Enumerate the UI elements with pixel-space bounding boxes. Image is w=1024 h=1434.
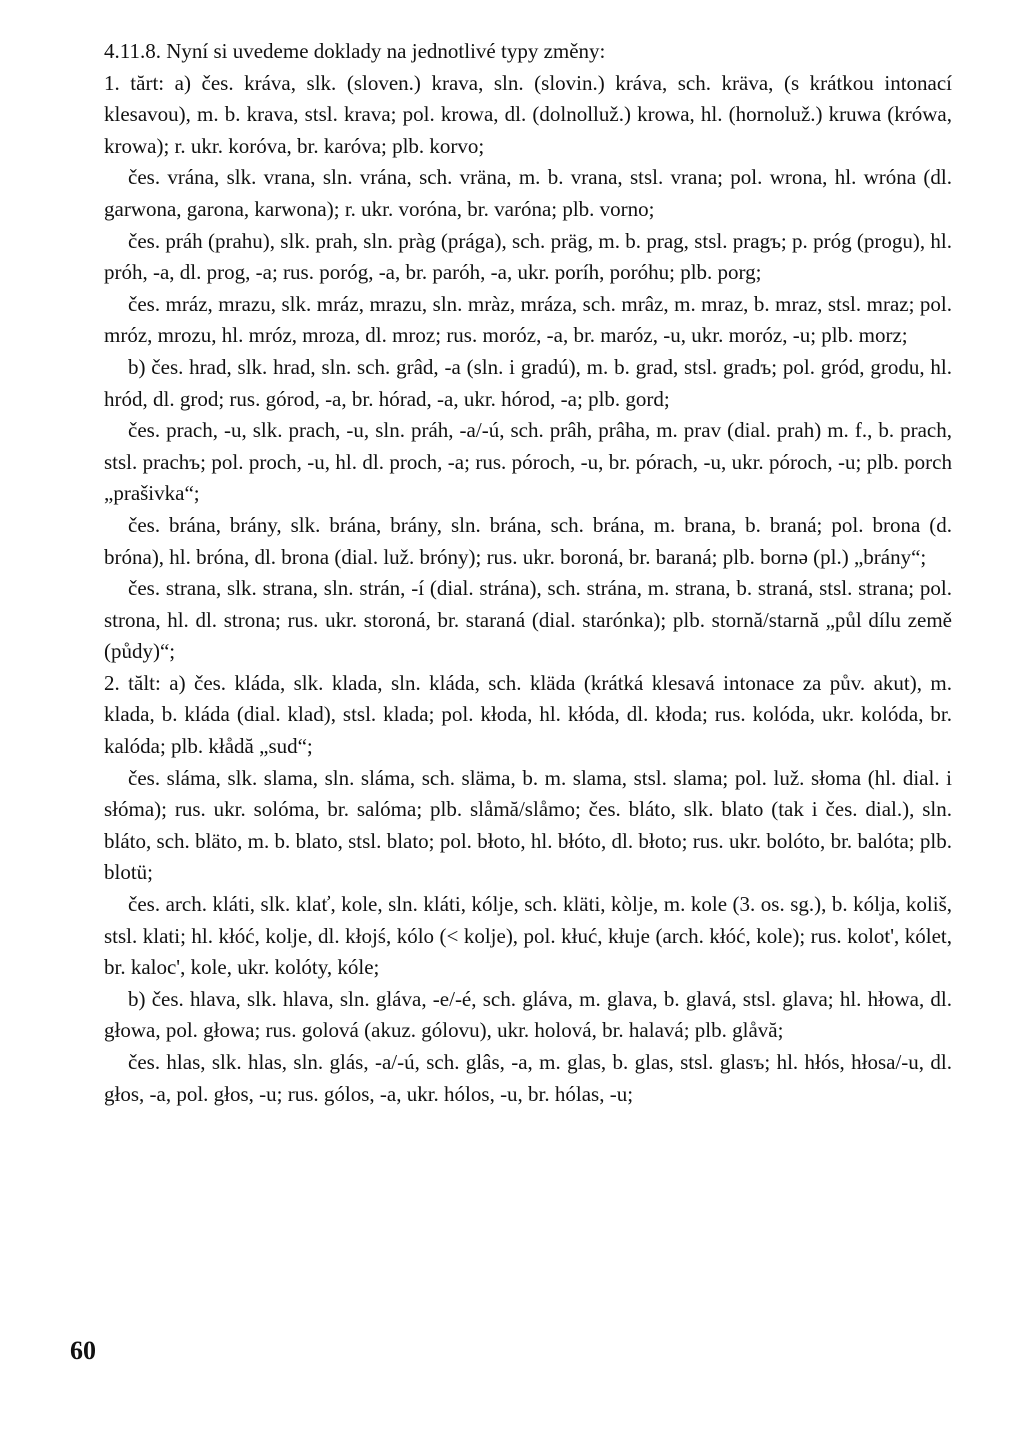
paragraph: čes. prach, -u, slk. prach, -u, sln. práh, -a/-ú, sch. prâh, prâha, m. prav (dial. prah) m. f., b. prach, stsl. prachъ; pol. proch, -u, hl. dl. proch, -a; rus. póroch, -u, br. pórach, -u, ukr. póroch, -u; plb. porch „prašivka“; <box>104 418 952 506</box>
paragraph: čes. hlas, slk. hlas, sln. glás, -a/-ú, sch. glâs, -a, m. glas, b. glas, stsl. glasъ; hl. hłós, hłosa/-u, dl. głos, -a, pol. głos, -u; rus. gólos, -a, ukr. hólos, -u, br. hólas, -u; <box>104 1050 952 1106</box>
body-text <box>104 36 952 1110</box>
paragraph: b) čes. hlava, slk. hlava, sln. gláva, -e/-é, sch. gláva, m. glava, b. glavá, stsl. glava; hl. hłowa, dl. głowa, pol. głowa; rus. golová (akuz. gólovu), ukr. holová, br. halavá; plb. glåvă; <box>104 986 952 1043</box>
page-number: 60 <box>70 1336 96 1365</box>
paragraph: čes. arch. kláti, slk. klať, kole, sln. kláti, kólje, sch. kläti, kòlje, m. kole (3. os. sg.), b. kólja, koliš, stsl. klati; hl. kłóć, kolje, dl. kłojś, kólo (< kolje), pol. kłuć, kłuje (arch. kłóć, kole); rus. kolot', kólet, br. kaloc', kole, ukr. kolóty, kóle; <box>104 892 952 980</box>
paragraph: b) čes. hrad, slk. hrad, sln. sch. grâd, -a (sln. i gradú), m. b. grad, stsl. gradъ; pol. gród, grodu, hl. hród, dl. grod; rus. górod, -a, br. hórad, -a, ukr. hórod, -a; plb. gord; <box>104 354 952 411</box>
paragraph: čes. strana, slk. strana, sln. strán, -í (dial. strána), sch. strána, m. strana, b. straná, stsl. strana; pol. strona, hl. dl. strona; rus. ukr. storoná, br. staraná (dial. starónka); plb. stornă/starnă „půl dílu země (půdy)“; <box>104 576 952 664</box>
paragraph: čes. vrána, slk. vrana, sln. vrána, sch. vräna, m. b. vrana, stsl. vrana; pol. wrona, hl. wróna (dl. garwona, garona, karwona); r. ukr. voróna, br. varóna; plb. vorno; <box>104 165 952 221</box>
paragraph: čes. mráz, mrazu, slk. mráz, mrazu, sln. mràz, mráza, sch. mrâz, m. mraz, b. mraz, stsl. mraz; pol. mróz, mrozu, hl. mróz, mroza, dl. mroz; rus. moróz, -a, br. maróz, -u, ukr. moróz, -u; plb. morz; <box>104 291 952 348</box>
paragraph: čes. brána, brány, slk. brána, brány, sln. brána, sch. brána, m. brana, b. braná; pol. brona (d. bróna), hl. bróna, dl. brona (dial. luž. bróny); rus. ukr. boroná, br. baraná; plb. bornə (pl.) „brány“; <box>104 512 952 569</box>
paragraph: 1. tărt: a) čes. kráva, slk. (sloven.) krava, sln. (slovin.) kráva, sch. kräva, (s krátkou intonací klesavou), m. b. krava, stsl. krava; pol. krowa, dl. (dolnolluž.) krowa, hl. (hornoluž.) kruwa (krówa, krowa); r. ukr. koróva, br. karóva; plb. korvo; <box>104 70 952 158</box>
paragraph: 2. tălt: a) čes. kláda, slk. klada, sln. kláda, sch. kläda (krátká klesavá intonace za pův. akut), m. klada, b. kláda (dial. klad), stsl. klada; pol. kłoda, hl. kłóda, dl. kłoda; rus. kolóda, ukr. kolóda, br. kalóda; plb. kłådă „sud“; <box>104 670 952 759</box>
paragraph: čes. práh (prahu), slk. prah, sln. pràg (prága), sch. präg, m. b. prag, stsl. pragъ; p. próg (progu), hl. próh, -a, dl. prog, -a; rus. poróg, -a, br. paróh, -a, ukr. poríh, poróhu; plb. porg; <box>104 228 952 285</box>
section-heading: 4.11.8. Nyní si uvedeme doklady na jednotlivé typy změny: <box>104 39 606 63</box>
paragraph: čes. sláma, slk. slama, sln. sláma, sch. släma, b. m. slama, stsl. slama; pol. luž. słoma (hl. dial. i słóma); rus. ukr. solóma, br. salóma; plb. slåmă/slåmo; čes. bláto, slk. blato (tak i čes. dial.), sln. bláto, sch. bläto, m. b. blato, stsl. blato; pol. błoto, hl. błóto, dl. błoto; rus. ukr. bolóto, br. balóta; plb. blotü; <box>104 765 952 885</box>
